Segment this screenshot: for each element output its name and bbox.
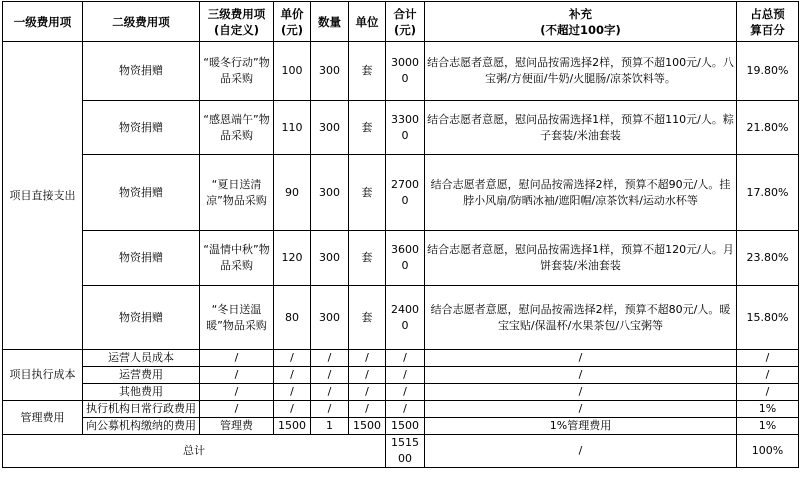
cell-unit: / (349, 384, 386, 401)
header-level2: 二级费用项 (83, 2, 200, 42)
cell-price: / (274, 367, 311, 384)
cell-supplement: / (425, 401, 737, 418)
cell-total: / (386, 384, 425, 401)
cell-qty: / (311, 350, 349, 367)
cell-price: / (274, 350, 311, 367)
cell-level2: 其他费用 (83, 384, 200, 401)
header-row (3, 2, 799, 42)
cell-qty: 300 (311, 286, 349, 350)
total-amount: 151500 (386, 435, 425, 468)
cell-total: / (386, 401, 425, 418)
cell-level3: “暖冬行动”物品采购 (200, 42, 274, 101)
cell-level2: 执行机构日常行政费用 (83, 401, 200, 418)
cell-unit: / (349, 350, 386, 367)
cell-level3: 管理费 (200, 418, 274, 435)
cell-unit: 套 (349, 101, 386, 155)
budget-table (2, 1, 799, 468)
header-total: 合计 (元) (386, 2, 425, 42)
cell-share: 19.80% (737, 42, 799, 101)
table-row (3, 401, 799, 418)
cell-share: 1% (737, 401, 799, 418)
cell-level2: 物资捐赠 (83, 286, 200, 350)
cell-qty: 1 (311, 418, 349, 435)
cell-qty: / (311, 367, 349, 384)
cell-qty: 300 (311, 101, 349, 155)
cell-share: 15.80% (737, 286, 799, 350)
table-row (3, 418, 799, 435)
cell-level2: 向公募机构缴纳的费用 (83, 418, 200, 435)
cell-qty: 300 (311, 42, 349, 101)
cell-unit: 套 (349, 155, 386, 231)
table-row (3, 350, 799, 367)
cell-share: 23.80% (737, 231, 799, 286)
cell-qty: 300 (311, 155, 349, 231)
cell-supplement: 结合志愿者意愿，慰问品按需选择2样，预算不超90元/人。挂脖小风扇/防晒冰袖/遮阳帽/凉茶饮料/运动水杯等 (425, 155, 737, 231)
header-supplement: 补充 (不超过100字) (425, 2, 737, 42)
category-direct: 项目直接支出 (3, 42, 83, 350)
cell-level3: “温情中秋”物品采购 (200, 231, 274, 286)
cell-total: / (386, 367, 425, 384)
cell-total: 30000 (386, 42, 425, 101)
cell-price: 100 (274, 42, 311, 101)
cell-total: 27000 (386, 155, 425, 231)
cell-share: 1% (737, 418, 799, 435)
cell-supplement: 结合志愿者意愿，慰问品按需选择2样，预算不超100元/人。八宝粥/方便面/牛奶/火腿肠/凉茶饮料等。 (425, 42, 737, 101)
cell-level2: 运营人员成本 (83, 350, 200, 367)
table-row (3, 231, 799, 286)
cell-total: 33000 (386, 101, 425, 155)
cell-share: / (737, 350, 799, 367)
cell-unit: 套 (349, 42, 386, 101)
cell-qty: 300 (311, 231, 349, 286)
cell-supplement: / (425, 350, 737, 367)
cell-level3: / (200, 367, 274, 384)
header-quantity: 数量 (311, 2, 349, 42)
cell-share: 21.80% (737, 101, 799, 155)
total-share: 100% (737, 435, 799, 468)
header-level3: 三级费用项 (自定义) (200, 2, 274, 42)
cell-level3: “冬日送温暖”物品采购 (200, 286, 274, 350)
total-supplement: / (425, 435, 737, 468)
total-row (3, 435, 799, 468)
category-management: 管理费用 (3, 401, 83, 435)
cell-price: / (274, 384, 311, 401)
table-row (3, 42, 799, 101)
cell-share: 17.80% (737, 155, 799, 231)
header-share: 占总预 算百分 (737, 2, 799, 42)
cell-share: / (737, 367, 799, 384)
cell-level2: 物资捐赠 (83, 155, 200, 231)
cell-supplement: 结合志愿者意愿，慰问品按需选择2样，预算不超80元/人。暖宝宝贴/保温杯/水果茶包/八宝粥等 (425, 286, 737, 350)
cell-level3: / (200, 350, 274, 367)
cell-supplement: 结合志愿者意愿，慰问品按需选择1样，预算不超120元/人。月饼套装/米油套装 (425, 231, 737, 286)
cell-level2: 物资捐赠 (83, 101, 200, 155)
cell-level3: “感恩端午”物品采购 (200, 101, 274, 155)
category-execution: 项目执行成本 (3, 350, 83, 401)
table-row (3, 155, 799, 231)
cell-level2: 运营费用 (83, 367, 200, 384)
cell-price: 110 (274, 101, 311, 155)
cell-supplement: 结合志愿者意愿，慰问品按需选择1样，预算不超110元/人。粽子套装/米油套装 (425, 101, 737, 155)
cell-unit: / (349, 367, 386, 384)
cell-total: 24000 (386, 286, 425, 350)
cell-level3: / (200, 401, 274, 418)
header-unit: 单位 (349, 2, 386, 42)
cell-total: 36000 (386, 231, 425, 286)
cell-share: / (737, 384, 799, 401)
cell-supplement: 1%管理费用 (425, 418, 737, 435)
cell-level2: 物资捐赠 (83, 231, 200, 286)
cell-level2: 物资捐赠 (83, 42, 200, 101)
cell-unit: 套 (349, 286, 386, 350)
total-label: 总计 (3, 435, 386, 468)
header-unit-price: 单价 (元) (274, 2, 311, 42)
cell-supplement: / (425, 384, 737, 401)
table-row (3, 101, 799, 155)
cell-qty: / (311, 401, 349, 418)
cell-unit: 1500 (349, 418, 386, 435)
cell-total: / (386, 350, 425, 367)
cell-price: 90 (274, 155, 311, 231)
cell-level3: / (200, 384, 274, 401)
table-row (3, 286, 799, 350)
cell-price: / (274, 401, 311, 418)
cell-price: 120 (274, 231, 311, 286)
cell-level3: “夏日送清凉”物品采购 (200, 155, 274, 231)
cell-unit: 套 (349, 231, 386, 286)
cell-supplement: / (425, 367, 737, 384)
cell-qty: / (311, 384, 349, 401)
cell-price: 1500 (274, 418, 311, 435)
header-level1: 一级费用项 (3, 2, 83, 42)
table-row (3, 367, 799, 384)
cell-unit: / (349, 401, 386, 418)
cell-price: 80 (274, 286, 311, 350)
cell-total: 1500 (386, 418, 425, 435)
table-row (3, 384, 799, 401)
